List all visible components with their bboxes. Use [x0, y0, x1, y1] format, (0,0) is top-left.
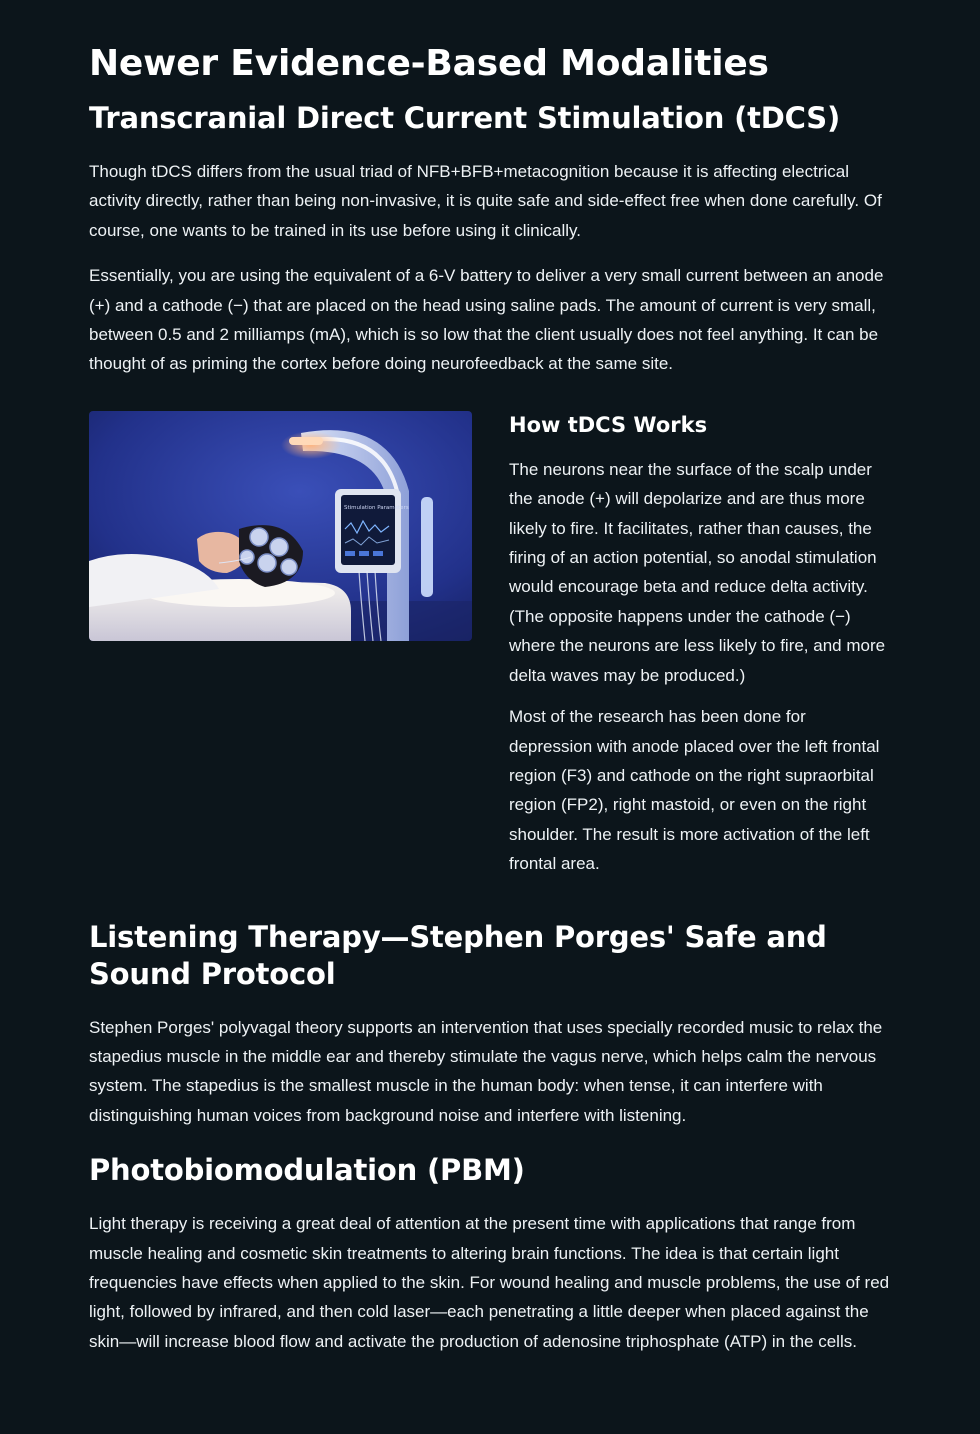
- listening-heading: Listening Therapy—Stephen Porges' Safe and Sound Protocol: [89, 919, 827, 991]
- listening-paragraph: Stephen Porges' polyvagal theory supports an intervention that uses specially recorded music to relax the stapedius muscle in the middle ear and thereby stimulate the vagus nerve, which helps calm the nervous system. The stapedius is the smallest muscle in the human body: when tense, it can interfere with distinguishing human voices from background noise and interfere with listening.: [89, 1017, 883, 1125]
- page-title: Newer Evidence-Based Modalities: [89, 43, 769, 84]
- tdcs-device-photo: [89, 411, 472, 641]
- pbm-paragraph: Light therapy is receiving a great deal of attention at the present time with applications that range from muscle healing and cosmetic skin treatments to altering brain functions. The idea is that certain light frequencies have effects when applied to the skin. For wound healing and muscle problems, the use of red light, followed by infrared, and then cold laser—each penetrating a little deeper when placed against the skin—will increase blood flow and activate the production of adenosine triphosphate (ATP) in the cells.: [89, 1214, 890, 1351]
- how-tdcs-works-column: [509, 411, 891, 879]
- tdcs-image-column: [89, 411, 472, 879]
- how-tdcs-paragraph-2: Most of the research has been done for depression with anode placed over the left frontal region (F3) and cathode on the right supraorbital region (FP2), right mastoid, or even on the right shoulder. The result is more activation of the left frontal area.: [509, 707, 880, 874]
- pbm-heading: Photobiomodulation (PBM): [89, 1153, 525, 1188]
- section-photobiomodulation: [89, 1152, 891, 1356]
- screen-title: Stimulation Parameters: [344, 504, 409, 511]
- how-tdcs-paragraph-1: The neurons near the surface of the scalp under the anode (+) will depolarize and are thus more likely to fire. It facilitates, rather than causes, the firing of an action potential, so anodal stimulation would encourage beta and reduce delta activity. (The opposite happens under the cathode (−) where the neurons are less likely to fire, and more delta waves may be produced.): [509, 459, 886, 685]
- tdcs-paragraph-2: Essentially, you are using the equivalent of a 6-V battery to deliver a very small current between an anode (+) and a cathode (−) that are placed on the head using saline pads. The amount of current is very small, between 0.5 and 2 milliamps (mA), which is so low that the client usually does not feel anything. It can be thought of as priming the cortex before doing neurofeedback at the same site.: [89, 266, 884, 374]
- section-listening-therapy: [89, 919, 891, 1131]
- tdcs-heading: Transcranial Direct Current Stimulation (tDCS): [89, 101, 841, 135]
- section-tdcs: [89, 100, 891, 879]
- tdcs-split-row: [89, 411, 891, 879]
- how-tdcs-works-heading: How tDCS Works: [509, 412, 708, 437]
- tdcs-paragraph-1: Though tDCS differs from the usual triad of NFB+BFB+metacognition because it is affecting electrical activity directly, rather than being non-invasive, it is quite safe and side-effect free when done carefully. Of course, one wants to be trained in its use before using it clinically.: [89, 162, 882, 240]
